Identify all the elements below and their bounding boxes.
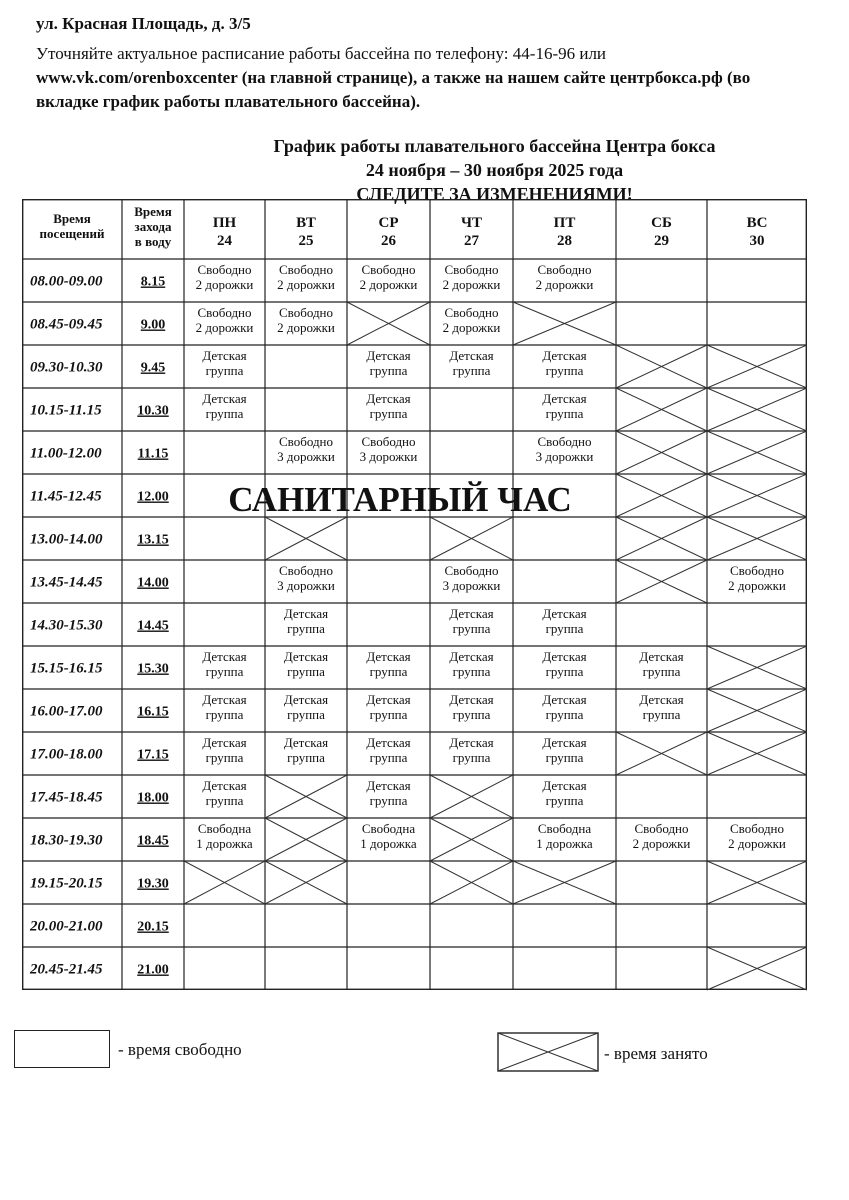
row-time: 08.45-09.45 bbox=[30, 316, 103, 333]
day-number-7: 30 bbox=[749, 233, 765, 249]
cell-text: Детская bbox=[542, 649, 587, 664]
cell-text: 2 дорожки bbox=[728, 578, 786, 593]
cell-text: Детская bbox=[366, 735, 411, 750]
cell-text: группа bbox=[205, 793, 244, 808]
cell-text: группа bbox=[205, 363, 244, 378]
row-time: 19.15-20.15 bbox=[30, 875, 103, 892]
cell-text: 3 дорожки bbox=[277, 449, 335, 464]
legend-free-box bbox=[14, 1030, 110, 1068]
address: ул. Красная Площадь, д. 3/5 bbox=[36, 14, 251, 33]
cell-text: группа bbox=[545, 363, 584, 378]
cell-text: Детская bbox=[202, 692, 247, 707]
row-time: 14.30-15.30 bbox=[30, 617, 103, 634]
day-header-5: ПТ bbox=[553, 215, 576, 231]
day-number-4: 27 bbox=[464, 233, 479, 249]
cell-text: Детская bbox=[202, 348, 247, 363]
cell-text: группа bbox=[205, 664, 244, 679]
row-time: 15.15-16.15 bbox=[30, 660, 103, 677]
cell-text: Свободно bbox=[729, 821, 785, 836]
cell-text: группа bbox=[452, 750, 491, 765]
legend-free-label: - время свободно bbox=[118, 1040, 242, 1059]
legend-busy-box bbox=[497, 1032, 599, 1072]
row-entry-time: 14.45 bbox=[137, 618, 169, 634]
cell-text: группа bbox=[205, 750, 244, 765]
cell-text: Свободно bbox=[537, 434, 592, 449]
header-entry-label: захода bbox=[134, 219, 172, 234]
cell-text: Детская bbox=[283, 649, 329, 664]
cell-text: группа bbox=[545, 793, 584, 808]
cell-text: Детская bbox=[449, 348, 494, 363]
cell-text: группа bbox=[369, 750, 408, 765]
row-time: 11.45-12.45 bbox=[30, 488, 102, 505]
cell-text: группа bbox=[452, 664, 491, 679]
cell-text: Детская bbox=[283, 606, 329, 621]
cell-text: группа bbox=[369, 363, 408, 378]
cell-text: Детская bbox=[639, 692, 684, 707]
header-time-label: Время bbox=[53, 211, 91, 226]
day-header-7: ВС bbox=[746, 215, 768, 231]
day-header-6: СБ bbox=[651, 215, 672, 231]
row-time: 20.00-21.00 bbox=[30, 918, 103, 935]
day-number-2: 25 bbox=[298, 233, 314, 249]
legend-busy-label: - время занято bbox=[604, 1044, 708, 1063]
cell-text: 2 дорожки bbox=[277, 320, 335, 335]
cell-text: Детская bbox=[449, 692, 494, 707]
cell-text: Свободно bbox=[634, 821, 689, 836]
row-time: 09.30-10.30 bbox=[30, 359, 103, 376]
cell-text: 2 дорожки bbox=[535, 277, 594, 292]
row-time: 17.45-18.45 bbox=[30, 789, 103, 806]
row-entry-time: 12.00 bbox=[137, 489, 169, 505]
row-entry-time: 17.15 bbox=[137, 747, 169, 763]
cell-text: Детская bbox=[202, 778, 247, 793]
cell-text: Детская bbox=[449, 649, 494, 664]
row-entry-time: 18.00 bbox=[137, 790, 169, 806]
cell-text: Свободна bbox=[197, 821, 252, 836]
cell-text: Свободно bbox=[278, 434, 334, 449]
cell-text: 1 дорожка bbox=[536, 836, 593, 851]
cell-text: Свободна bbox=[361, 821, 416, 836]
cell-text: Детская bbox=[202, 735, 247, 750]
schedule-title bbox=[0, 134, 849, 206]
cell-text: Детская bbox=[202, 649, 247, 664]
row-entry-time: 20.15 bbox=[137, 919, 169, 935]
cell-text: Детская bbox=[542, 348, 587, 363]
cell-text: Детская bbox=[283, 692, 329, 707]
cell-text: Свободно bbox=[197, 305, 252, 320]
cell-text: 3 дорожки bbox=[535, 449, 594, 464]
row-time: 20.45-21.45 bbox=[30, 961, 103, 978]
cell-text: группа bbox=[369, 793, 408, 808]
cell-text: группа bbox=[205, 406, 244, 421]
header-entry-label: Время bbox=[134, 204, 172, 219]
cell-text: 2 дорожки bbox=[728, 836, 786, 851]
cell-text: группа bbox=[642, 707, 681, 722]
cell-text: группа bbox=[369, 707, 408, 722]
cell-text: Свободно bbox=[444, 563, 499, 578]
cell-text: группа bbox=[545, 707, 584, 722]
cell-text: группа bbox=[545, 750, 584, 765]
row-entry-time: 21.00 bbox=[137, 962, 169, 978]
row-entry-time: 18.45 bbox=[137, 833, 169, 849]
cell-text: Свободно bbox=[278, 262, 334, 277]
cell-text: группа bbox=[545, 406, 584, 421]
row-entry-time: 19.30 bbox=[137, 876, 169, 892]
cell-text: Свободно bbox=[444, 305, 499, 320]
header-entry-label: в воду bbox=[134, 234, 172, 249]
row-entry-time: 9.00 bbox=[140, 317, 166, 333]
cell-text: Детская bbox=[366, 692, 411, 707]
cell-text: Детская bbox=[202, 391, 247, 406]
cell-text: группа bbox=[287, 664, 325, 679]
cell-text: 2 дорожки bbox=[195, 320, 254, 335]
cell-text: Детская bbox=[366, 348, 411, 363]
row-entry-time: 13.15 bbox=[137, 532, 169, 548]
cell-text: Детская bbox=[283, 735, 329, 750]
day-header-1: ПН bbox=[212, 215, 237, 231]
cell-text: группа bbox=[287, 750, 325, 765]
cell-text: группа bbox=[452, 621, 491, 636]
cell-text: группа bbox=[545, 664, 584, 679]
cell-text: группа bbox=[369, 664, 408, 679]
cell-text: Детская bbox=[542, 391, 587, 406]
title-warning: СЛЕДИТЕ ЗА ИЗМЕНЕНИЯМИ! bbox=[356, 184, 633, 204]
cell-text: группа bbox=[287, 621, 325, 636]
cell-text: 3 дорожки bbox=[359, 449, 418, 464]
day-header-4: ЧТ bbox=[460, 215, 483, 231]
cell-text: Свободно bbox=[278, 305, 334, 320]
cell-text: Детская bbox=[449, 735, 494, 750]
cell-text: Детская bbox=[542, 735, 587, 750]
cell-text: Свободно bbox=[444, 262, 499, 277]
cell-text: Свободно bbox=[197, 262, 252, 277]
cell-text: Детская bbox=[542, 692, 587, 707]
cell-text: Свободно bbox=[537, 262, 592, 277]
info-text bbox=[36, 42, 816, 114]
cell-text: 1 дорожка bbox=[360, 836, 417, 851]
cell-text: 2 дорожки bbox=[442, 277, 501, 292]
cell-text: Детская bbox=[366, 778, 411, 793]
day-header-3: СР bbox=[378, 215, 399, 231]
cell-text: группа bbox=[452, 707, 491, 722]
row-entry-time: 15.30 bbox=[137, 661, 169, 677]
schedule-table bbox=[22, 199, 807, 994]
cell-text: Детская bbox=[366, 649, 411, 664]
cell-text: группа bbox=[369, 406, 408, 421]
row-entry-time: 14.00 bbox=[137, 575, 169, 591]
title-line-1: График работы плавательного бассейна Центра бокса bbox=[273, 136, 716, 156]
row-time: 13.00-14.00 bbox=[30, 531, 103, 548]
cell-text: 1 дорожка bbox=[196, 836, 253, 851]
sanitary-hour-banner: САНИТАРНЫЙ ЧАС bbox=[228, 480, 572, 519]
row-entry-time: 9.45 bbox=[140, 360, 166, 376]
cell-text: Детская bbox=[542, 778, 587, 793]
day-number-1: 24 bbox=[217, 233, 232, 249]
cell-text: Свободна bbox=[537, 821, 592, 836]
cell-text: 2 дорожки bbox=[195, 277, 254, 292]
cell-text: группа bbox=[205, 707, 244, 722]
cell-text: группа bbox=[287, 707, 325, 722]
cell-text: 3 дорожки bbox=[442, 578, 501, 593]
info-line-2: www.vk.com/orenboxcenter (на главной странице), а также на нашем сайте центрбокса.рф (во вкладке график работы плавательного бассейна). bbox=[36, 68, 751, 111]
day-number-3: 26 bbox=[381, 233, 396, 249]
row-time: 13.45-14.45 bbox=[30, 574, 103, 591]
cell-text: Детская bbox=[542, 606, 587, 621]
cell-text: группа bbox=[642, 664, 681, 679]
cell-text: группа bbox=[545, 621, 584, 636]
row-time: 10.15-11.15 bbox=[30, 402, 102, 419]
row-entry-time: 16.15 bbox=[137, 704, 169, 720]
day-header-2: ВТ bbox=[296, 215, 316, 231]
cell-text: 2 дорожки bbox=[277, 277, 335, 292]
cell-text: Свободно bbox=[729, 563, 785, 578]
cell-text: 2 дорожки bbox=[359, 277, 418, 292]
cell-text: Детская bbox=[639, 649, 684, 664]
cell-text: 2 дорожки bbox=[442, 320, 501, 335]
cell-text: Свободно bbox=[278, 563, 334, 578]
cell-text: 3 дорожки bbox=[277, 578, 335, 593]
row-time: 08.00-09.00 bbox=[30, 273, 103, 290]
cell-text: Детская bbox=[366, 391, 411, 406]
header-time-label: посещений bbox=[39, 226, 105, 241]
row-time: 11.00-12.00 bbox=[30, 445, 102, 462]
cell-text: группа bbox=[452, 363, 491, 378]
row-entry-time: 8.15 bbox=[140, 274, 166, 290]
day-number-5: 28 bbox=[557, 233, 572, 249]
day-number-6: 29 bbox=[654, 233, 669, 249]
title-dates: 24 ноября – 30 ноября 2025 года bbox=[365, 160, 624, 180]
cell-text: 2 дорожки bbox=[632, 836, 691, 851]
row-entry-time: 10.30 bbox=[137, 403, 169, 419]
row-entry-time: 11.15 bbox=[137, 446, 169, 462]
row-time: 18.30-19.30 bbox=[30, 832, 103, 849]
cell-text: Свободно bbox=[361, 434, 416, 449]
row-time: 16.00-17.00 bbox=[30, 703, 103, 720]
cell-text: Детская bbox=[449, 606, 494, 621]
row-time: 17.00-18.00 bbox=[30, 746, 103, 763]
info-line-1: Уточняйте актуальное расписание работы бассейна по телефону: 44-16-96 или bbox=[36, 44, 607, 63]
cell-text: Свободно bbox=[361, 262, 416, 277]
